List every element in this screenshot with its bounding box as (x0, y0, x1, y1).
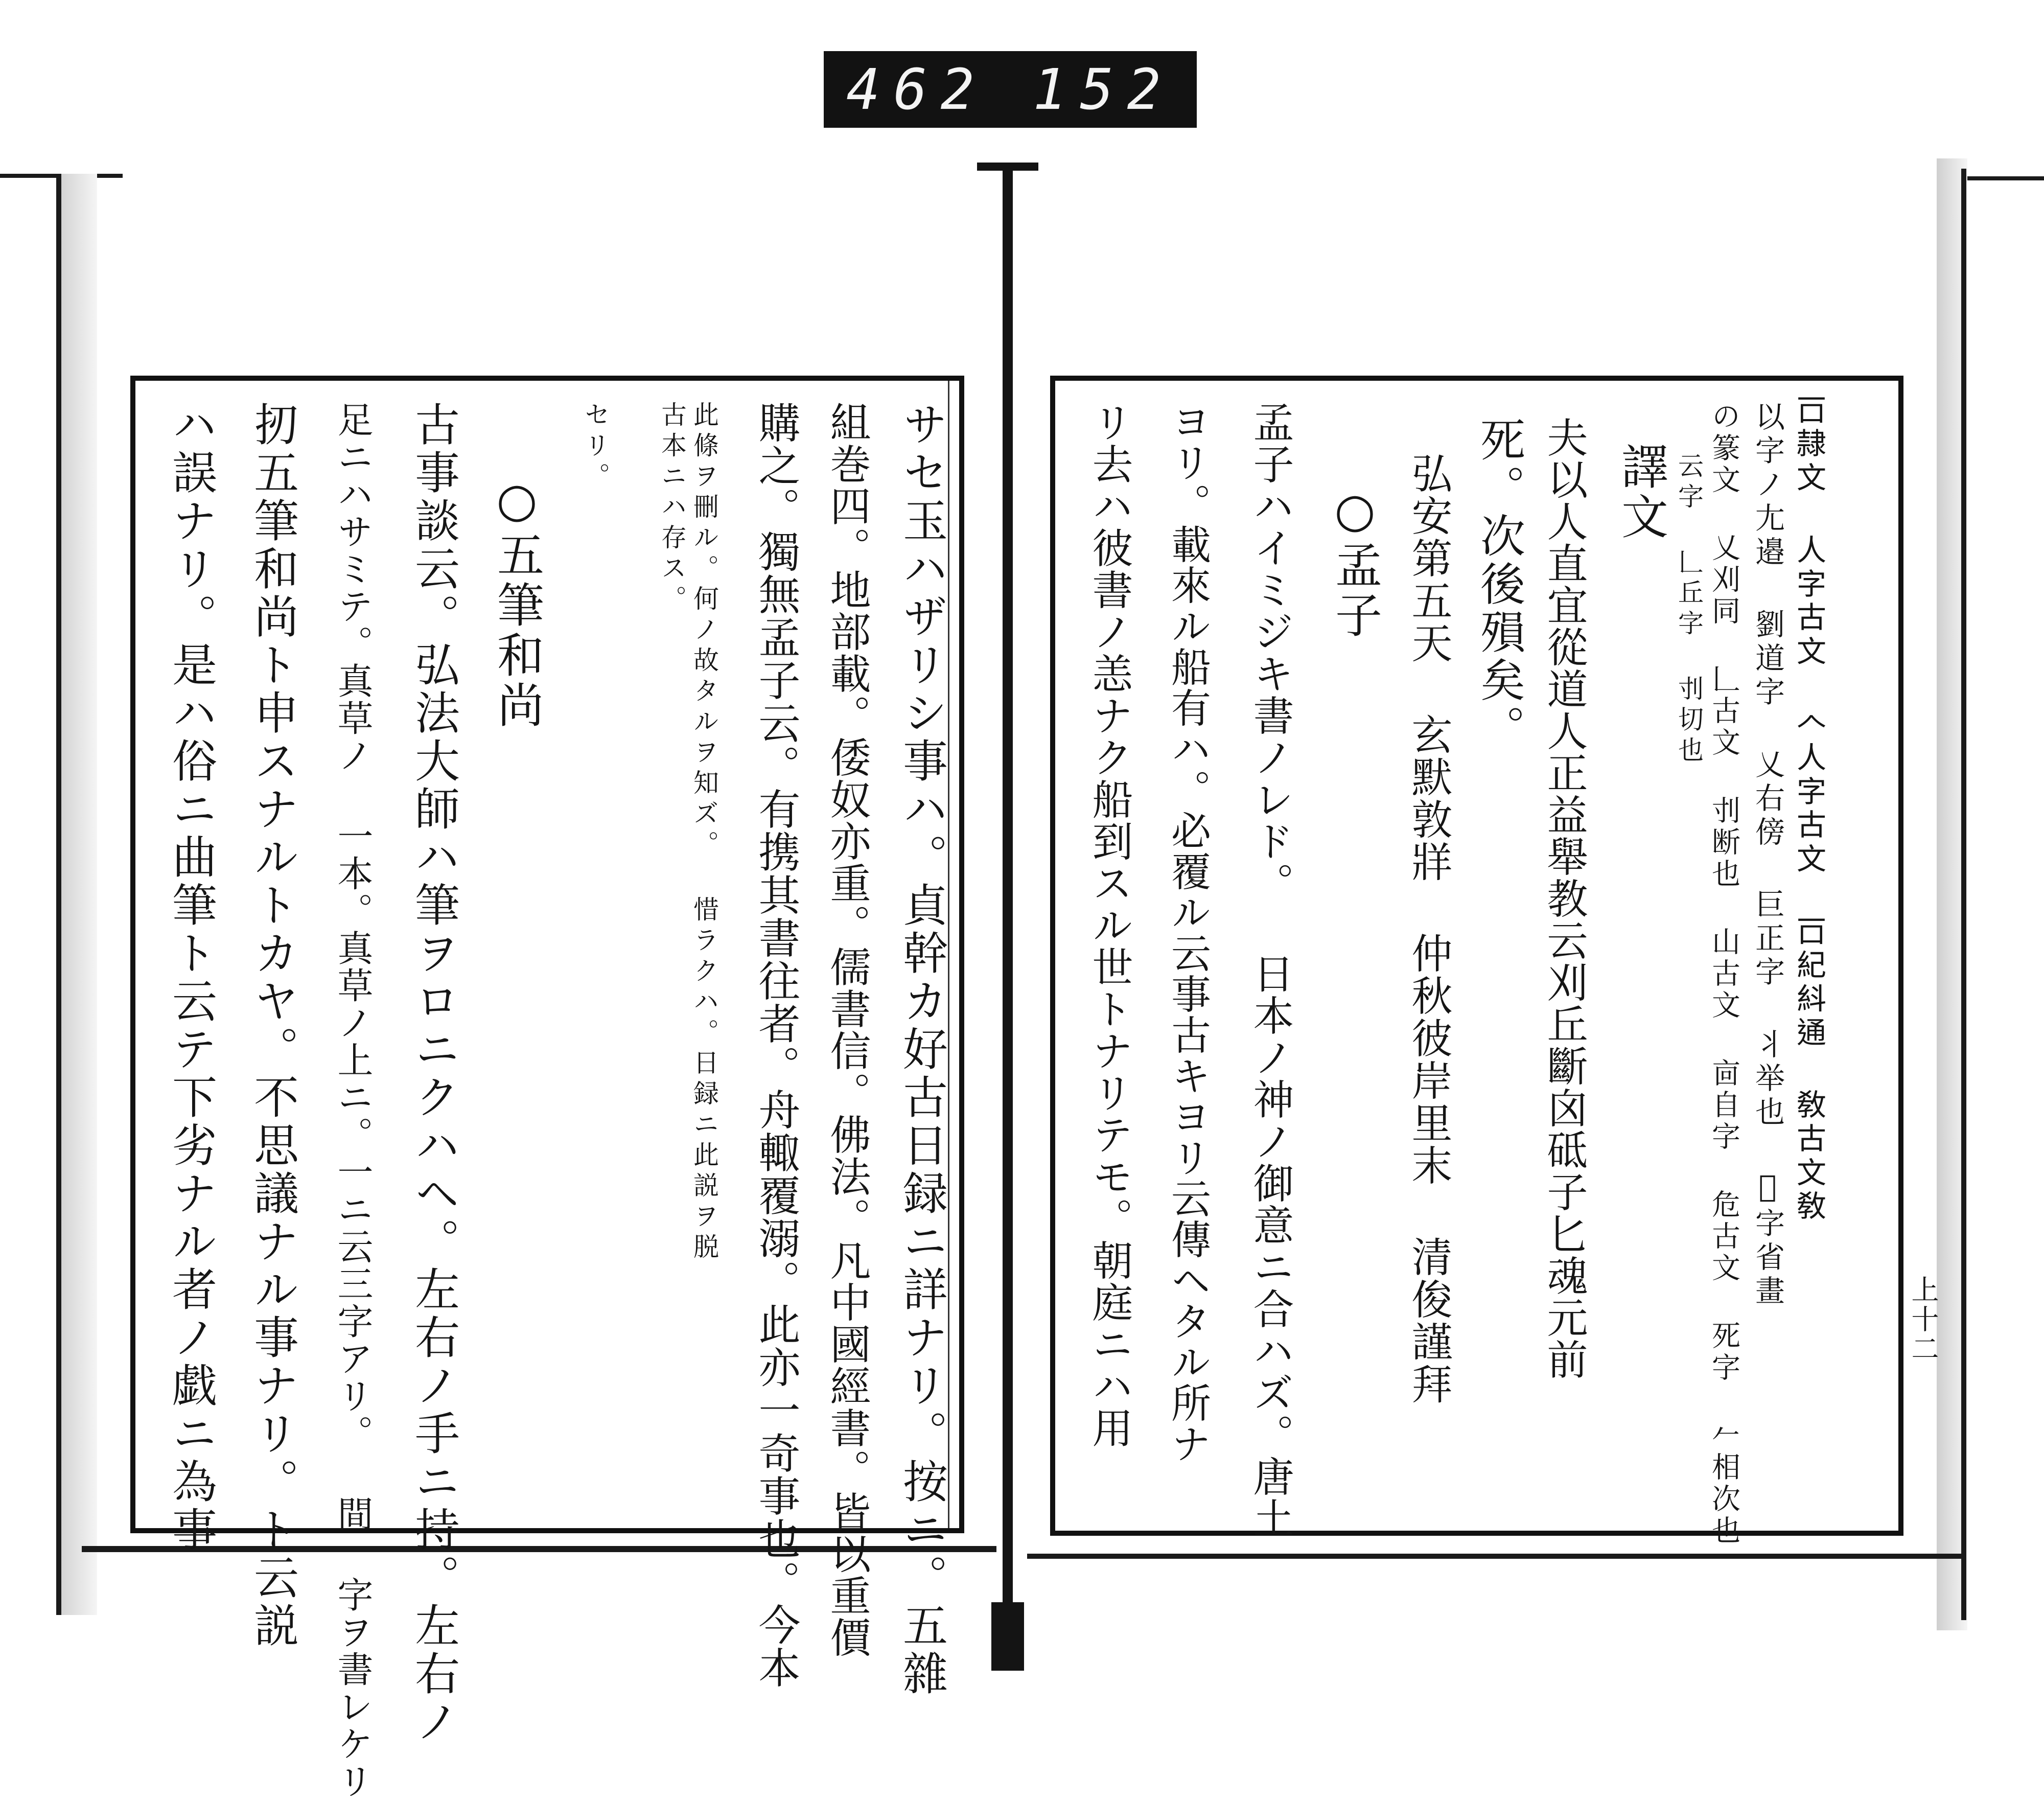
text-column: 孟子ハイミジキ書ノレド。 日本ノ神ノ御意ニ合ハズ。唐土 (1246, 401, 1294, 1539)
section-heading: ○五筆和尚 (490, 473, 544, 731)
catalog-number-right: 152 (1033, 57, 1174, 122)
text-column: 弘安第五天 玄默敦牂 仲秋彼岸里末 清俊謹拜 (1405, 452, 1452, 1405)
text-column: 組巻四。地部載。倭奴亦重。儒書信。佛法。凡中國經書。皆以重價 (823, 401, 871, 1658)
text-column: リ去ハ彼書ノ恙ナク船到スル世トナリテモ。朝庭ニハ用 (1085, 401, 1133, 1449)
note-column: 此條ヲ刪ル。何ノ故タルヲ知ズ。 惜ラクハ。日録ニ此説ヲ脱 (689, 401, 719, 1264)
spine-foot (991, 1602, 1024, 1671)
left-edge-line (56, 174, 61, 1615)
text-column: 死。次後殞矣。 (1473, 417, 1526, 753)
text-column: ヨリ。載來ル船有ハ。必覆ル云事古キヨリ云傳ヘタル所ナ (1165, 401, 1211, 1464)
text-column: 夫以人直宜從道人正益舉教云刈丘斷囟砥子匕魂元前 (1540, 417, 1588, 1380)
left-page-edge (56, 174, 97, 1615)
section-heading: 譯文 (1614, 442, 1668, 542)
right-edge-line (1961, 169, 1966, 1620)
catalog-number-left: 462 (846, 57, 988, 122)
text-column: ハ誤ナリ。是ハ俗ニ曲筆ト云テ下劣ナル者ノ戯ニ為事 (165, 401, 218, 1554)
right-page-frame (1050, 376, 1903, 1547)
text-column: 購之。獨無孟子云。有携其書往者。舟輙覆溺。此亦一奇事也。今本 (752, 401, 800, 1689)
text-column: 足ニハサミテ。真草ノ 一本。真草ノ上ニ。一ニ云三字アリ。 間 字ヲ書レケリ (332, 401, 374, 1800)
text-column: 𠮛隷文 人字古文 𠆢人字古文 𠮛紀紏通 敎古文敎 (1794, 396, 1828, 1226)
text-column: 扨五筆和尚ト申スナルトカヤ。不思議ナル事ナリ。ト云説 (247, 401, 299, 1650)
section-heading: ○孟子 (1328, 483, 1382, 641)
left-page-frame (130, 376, 964, 1800)
text-column: 以字ノ尢邉 劉道字 乂右傍 巨正字 丬举也 𡧊字省畫 (1750, 401, 1785, 1309)
catalog-label (824, 51, 1197, 128)
note-column: 云字 𠃊丘字 刌切也 (1674, 452, 1704, 767)
top-edge-line-right (1957, 176, 2044, 180)
book-spine (1003, 164, 1013, 1671)
text-column: の篆文 乂刈同 𠃊古文 刌断也 山古文 㐭自字 危古文 死字 𠂉相次也 (1707, 401, 1740, 1547)
note-column: 古本ニハ存ス。 (657, 401, 687, 616)
text-column: サセ玉ハザリシ事ハ。貞幹カ好古日録ニ詳ナリ。按ニ。五雜 (896, 401, 948, 1698)
note-column: セリ。 (580, 401, 610, 493)
text-column: 古事談云。弘法大師ハ筆ヲロニクハヘ。左右ノ手ニ持。左右ノ (408, 401, 460, 1746)
bottom-edge-line-right (1027, 1554, 1962, 1559)
folio-number: 上十二 (1907, 1275, 1939, 1364)
